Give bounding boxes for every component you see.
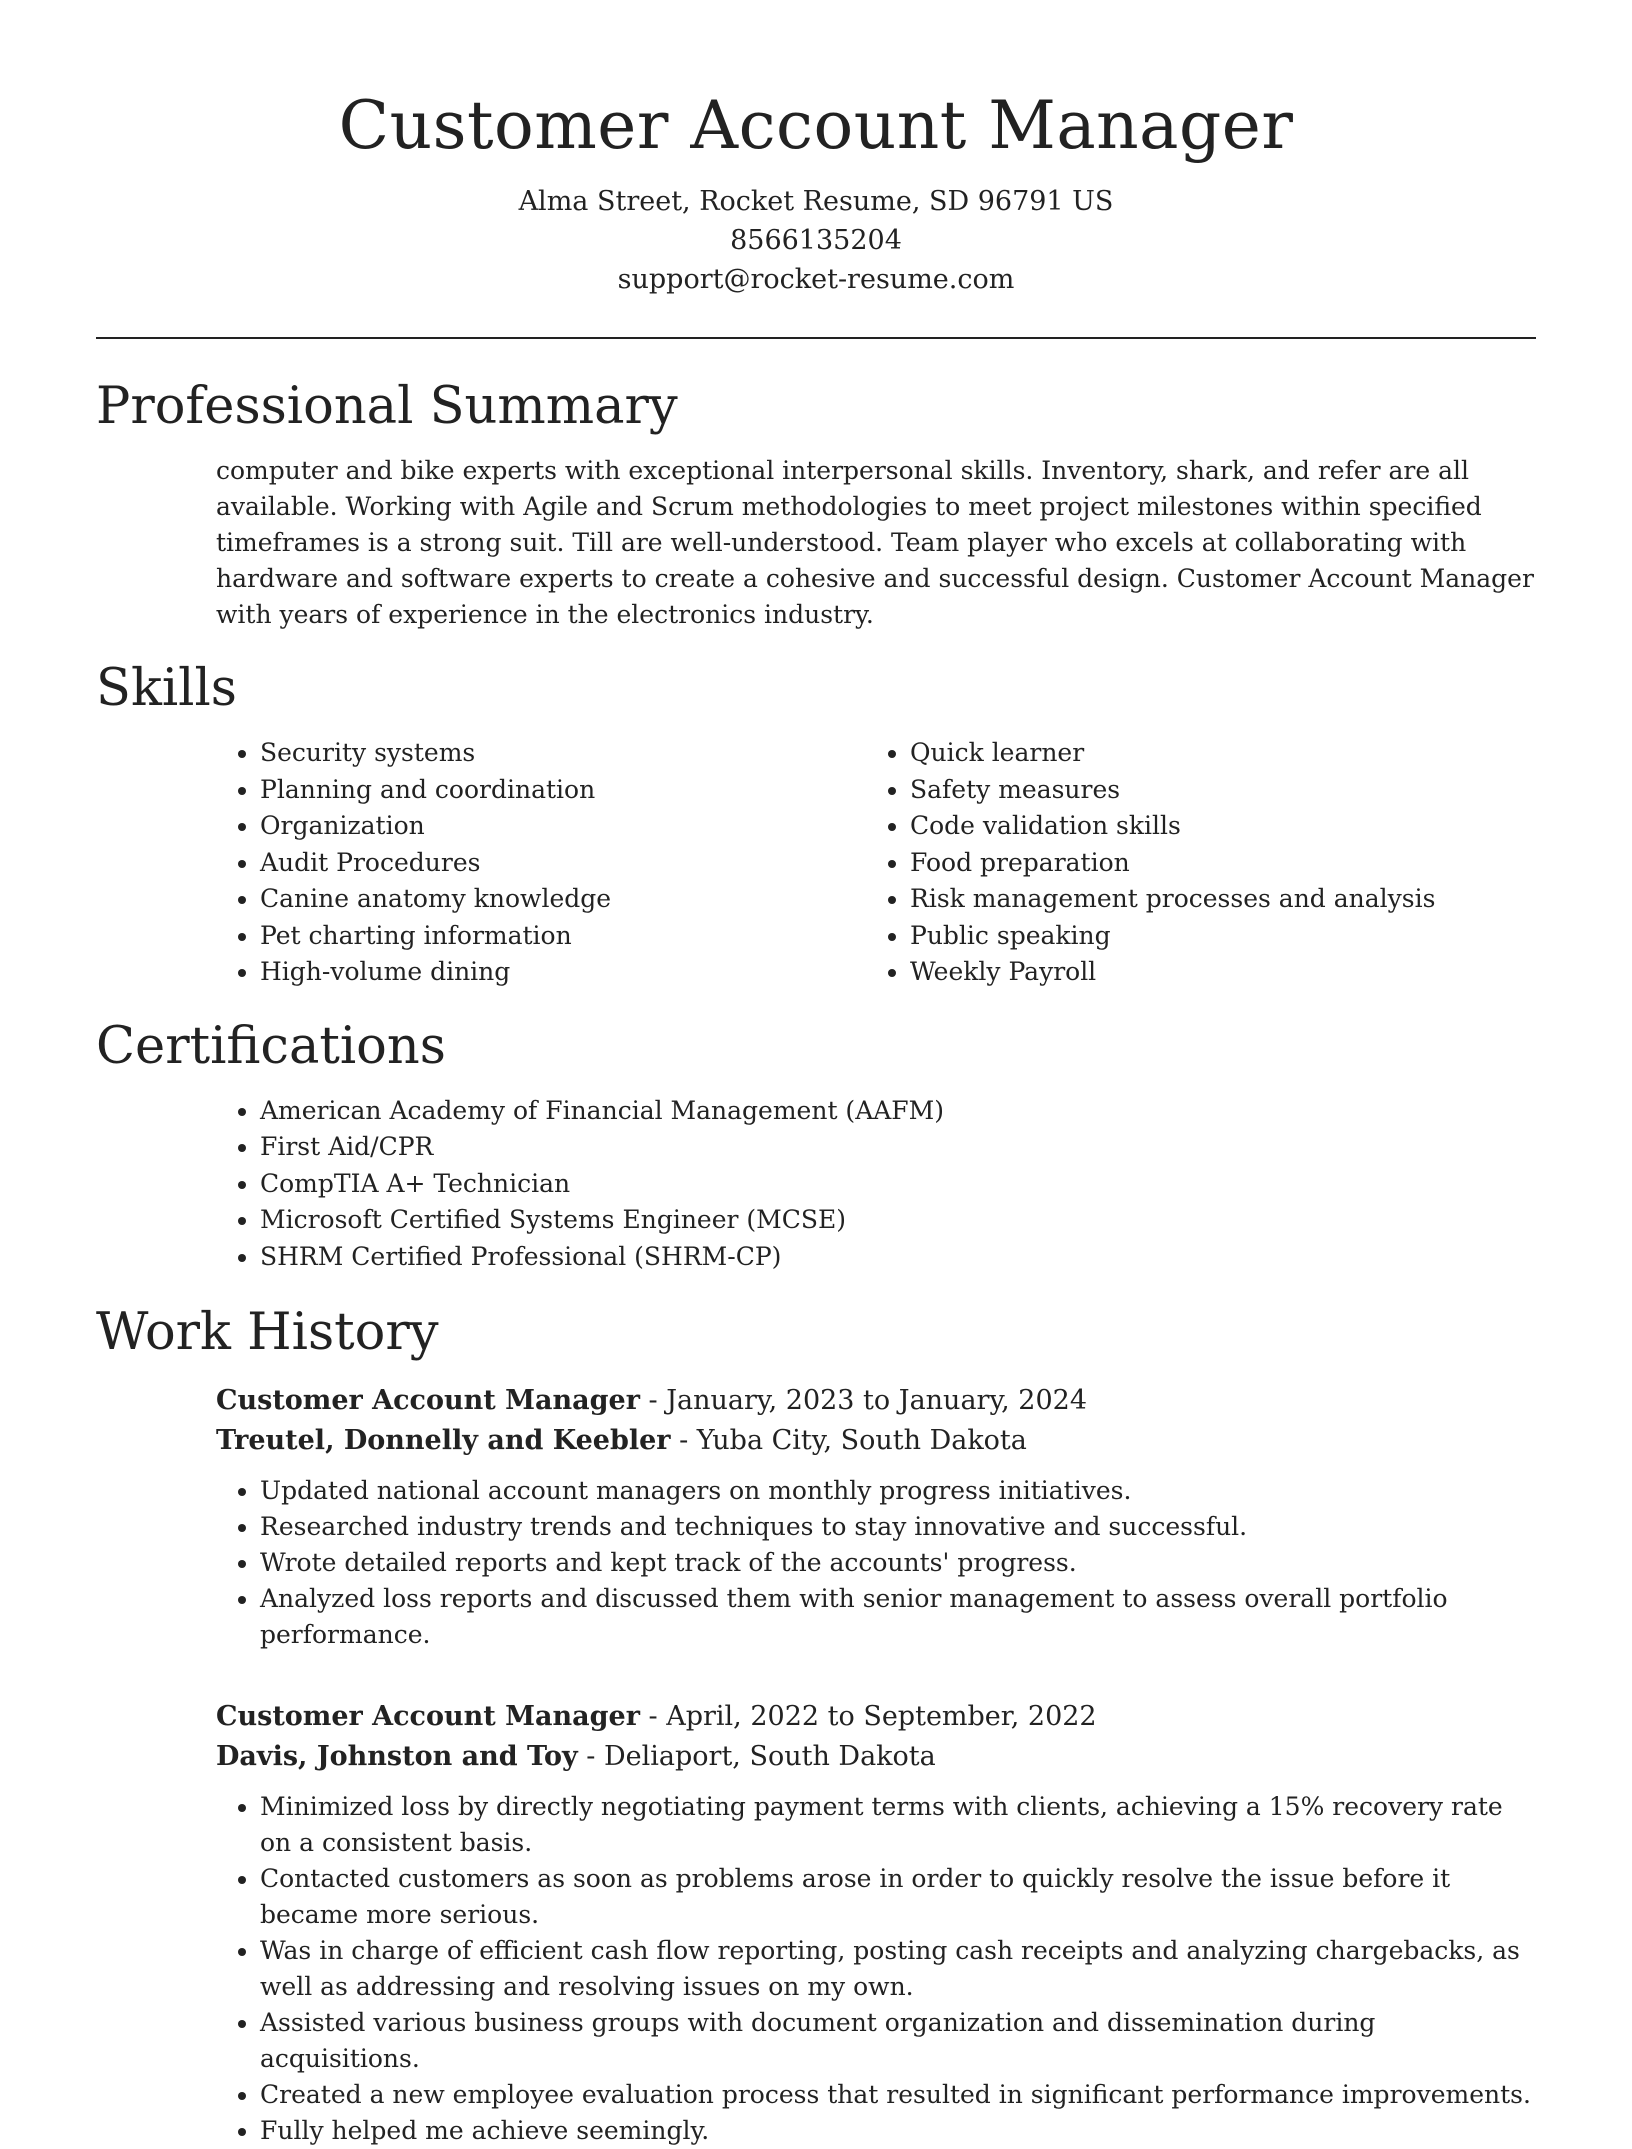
job-title-line (216, 1697, 1536, 1737)
job-company: Treutel, Donnelly and Keebler (216, 1425, 671, 1456)
contact-address: Alma Street, Rocket Resume, SD 96791 US (518, 186, 1114, 217)
skill-item: • Canine anatomy knowledge (260, 881, 866, 918)
job-bullet-list (216, 1789, 1536, 2149)
job-bullets (216, 1473, 1536, 1653)
job-bullet: • Was in charge of efficient cash flow reporting, posting cash receipts and analyzing chargebacks, as well as addressing and resolving issues on my own. (260, 1933, 1536, 2005)
job-location: - Deliaport, South Dakota (577, 1741, 936, 1772)
certification-item: • First Aid/CPR (260, 1129, 1536, 1166)
certification-item: • CompTIA A+ Technician (260, 1166, 1536, 1203)
job-company-line (216, 1737, 1536, 1777)
job-role: Customer Account Manager (216, 1385, 640, 1416)
job-dates: - April, 2022 to September, 2022 (639, 1701, 1097, 1732)
job-bullet: • Updated national account managers on monthly progress initiatives. (260, 1473, 1536, 1509)
contact-phone: 8566135204 (730, 225, 902, 256)
job-dates: - January, 2023 to January, 2024 (639, 1385, 1087, 1416)
work-history-heading: Work History (96, 1303, 439, 1362)
skill-item: • Organization (260, 808, 866, 845)
job-company: Davis, Johnston and Toy (216, 1741, 578, 1772)
skill-item: • High-volume dining (260, 954, 866, 991)
job-bullets (216, 1789, 1536, 2149)
certifications-block (216, 1093, 1536, 1276)
job-entry (216, 1697, 1536, 2149)
job-bullet: • Wrote detailed reports and kept track of the accounts' progress. (260, 1545, 1536, 1581)
skill-item: • Security systems (260, 735, 866, 772)
job-role: Customer Account Manager (216, 1701, 640, 1732)
certifications-list (216, 1093, 1536, 1276)
job-title-line (216, 1381, 1536, 1421)
skill-item: • Safety measures (910, 772, 1536, 809)
job-entry (216, 1381, 1536, 1653)
job-company-line (216, 1421, 1536, 1461)
header-divider (96, 337, 1536, 339)
skill-item: • Code validation skills (910, 808, 1536, 845)
summary-text: computer and bike experts with exceptional interpersonal skills. Inventory, shark, and refer are all available. Working with Agile and Scrum methodologies to meet project milestones within specified timeframes is a strong suit. Till are well-understood. Team player who excels at collaborating with hardware and software experts to create a cohesive and successful design. Customer Account Manager with years of experience in the electronics industry. (216, 456, 1534, 629)
job-bullet: • Contacted customers as soon as problems arose in order to quickly resolve the issue before it became more serious. (260, 1861, 1536, 1933)
job-bullet: • Analyzed loss reports and discussed them with senior management to assess overall portfolio performance. (260, 1581, 1536, 1653)
skills-heading: Skills (96, 659, 237, 718)
skill-item: • Planning and coordination (260, 772, 866, 809)
job-bullet-list (216, 1473, 1536, 1653)
skill-item: • Public speaking (910, 918, 1536, 955)
skill-item: • Weekly Payroll (910, 954, 1536, 991)
resume-header (96, 0, 1536, 299)
certifications-heading: Certifications (96, 1016, 446, 1076)
job-bullet: • Fully helped me achieve seemingly. (260, 2113, 1536, 2149)
job-location: - Yuba City, South Dakota (670, 1425, 1027, 1456)
skill-item: • Pet charting information (260, 918, 866, 955)
skills-grid (216, 735, 1536, 991)
certification-item: • American Academy of Financial Management (AAFM) (260, 1093, 1536, 1130)
resume-name: Customer Account Manager (338, 87, 1294, 164)
skill-item: • Risk management processes and analysis (910, 881, 1536, 918)
skill-item: • Food preparation (910, 845, 1536, 882)
certification-item: • Microsoft Certified Systems Engineer (MCSE) (260, 1202, 1536, 1239)
job-bullet: • Minimized loss by directly negotiating payment terms with clients, achieving a 15% recovery rate on a consistent basis. (260, 1789, 1536, 1861)
skills-list-left (216, 735, 866, 991)
contact-email: support@rocket-resume.com (617, 264, 1015, 295)
summary-heading: Professional Summary (96, 377, 678, 436)
skill-item: • Quick learner (910, 735, 1536, 772)
job-bullet: • Researched industry trends and techniques to stay innovative and successful. (260, 1509, 1536, 1545)
contact-block (96, 182, 1536, 299)
job-bullet: • Assisted various business groups with document organization and dissemination during acquisitions. (260, 2005, 1536, 2077)
skill-item: • Audit Procedures (260, 845, 866, 882)
skills-list-right (866, 735, 1536, 991)
job-bullet: • Created a new employee evaluation process that resulted in significant performance improvements. (260, 2077, 1536, 2113)
certification-item: • SHRM Certified Professional (SHRM-CP) (260, 1239, 1536, 1276)
